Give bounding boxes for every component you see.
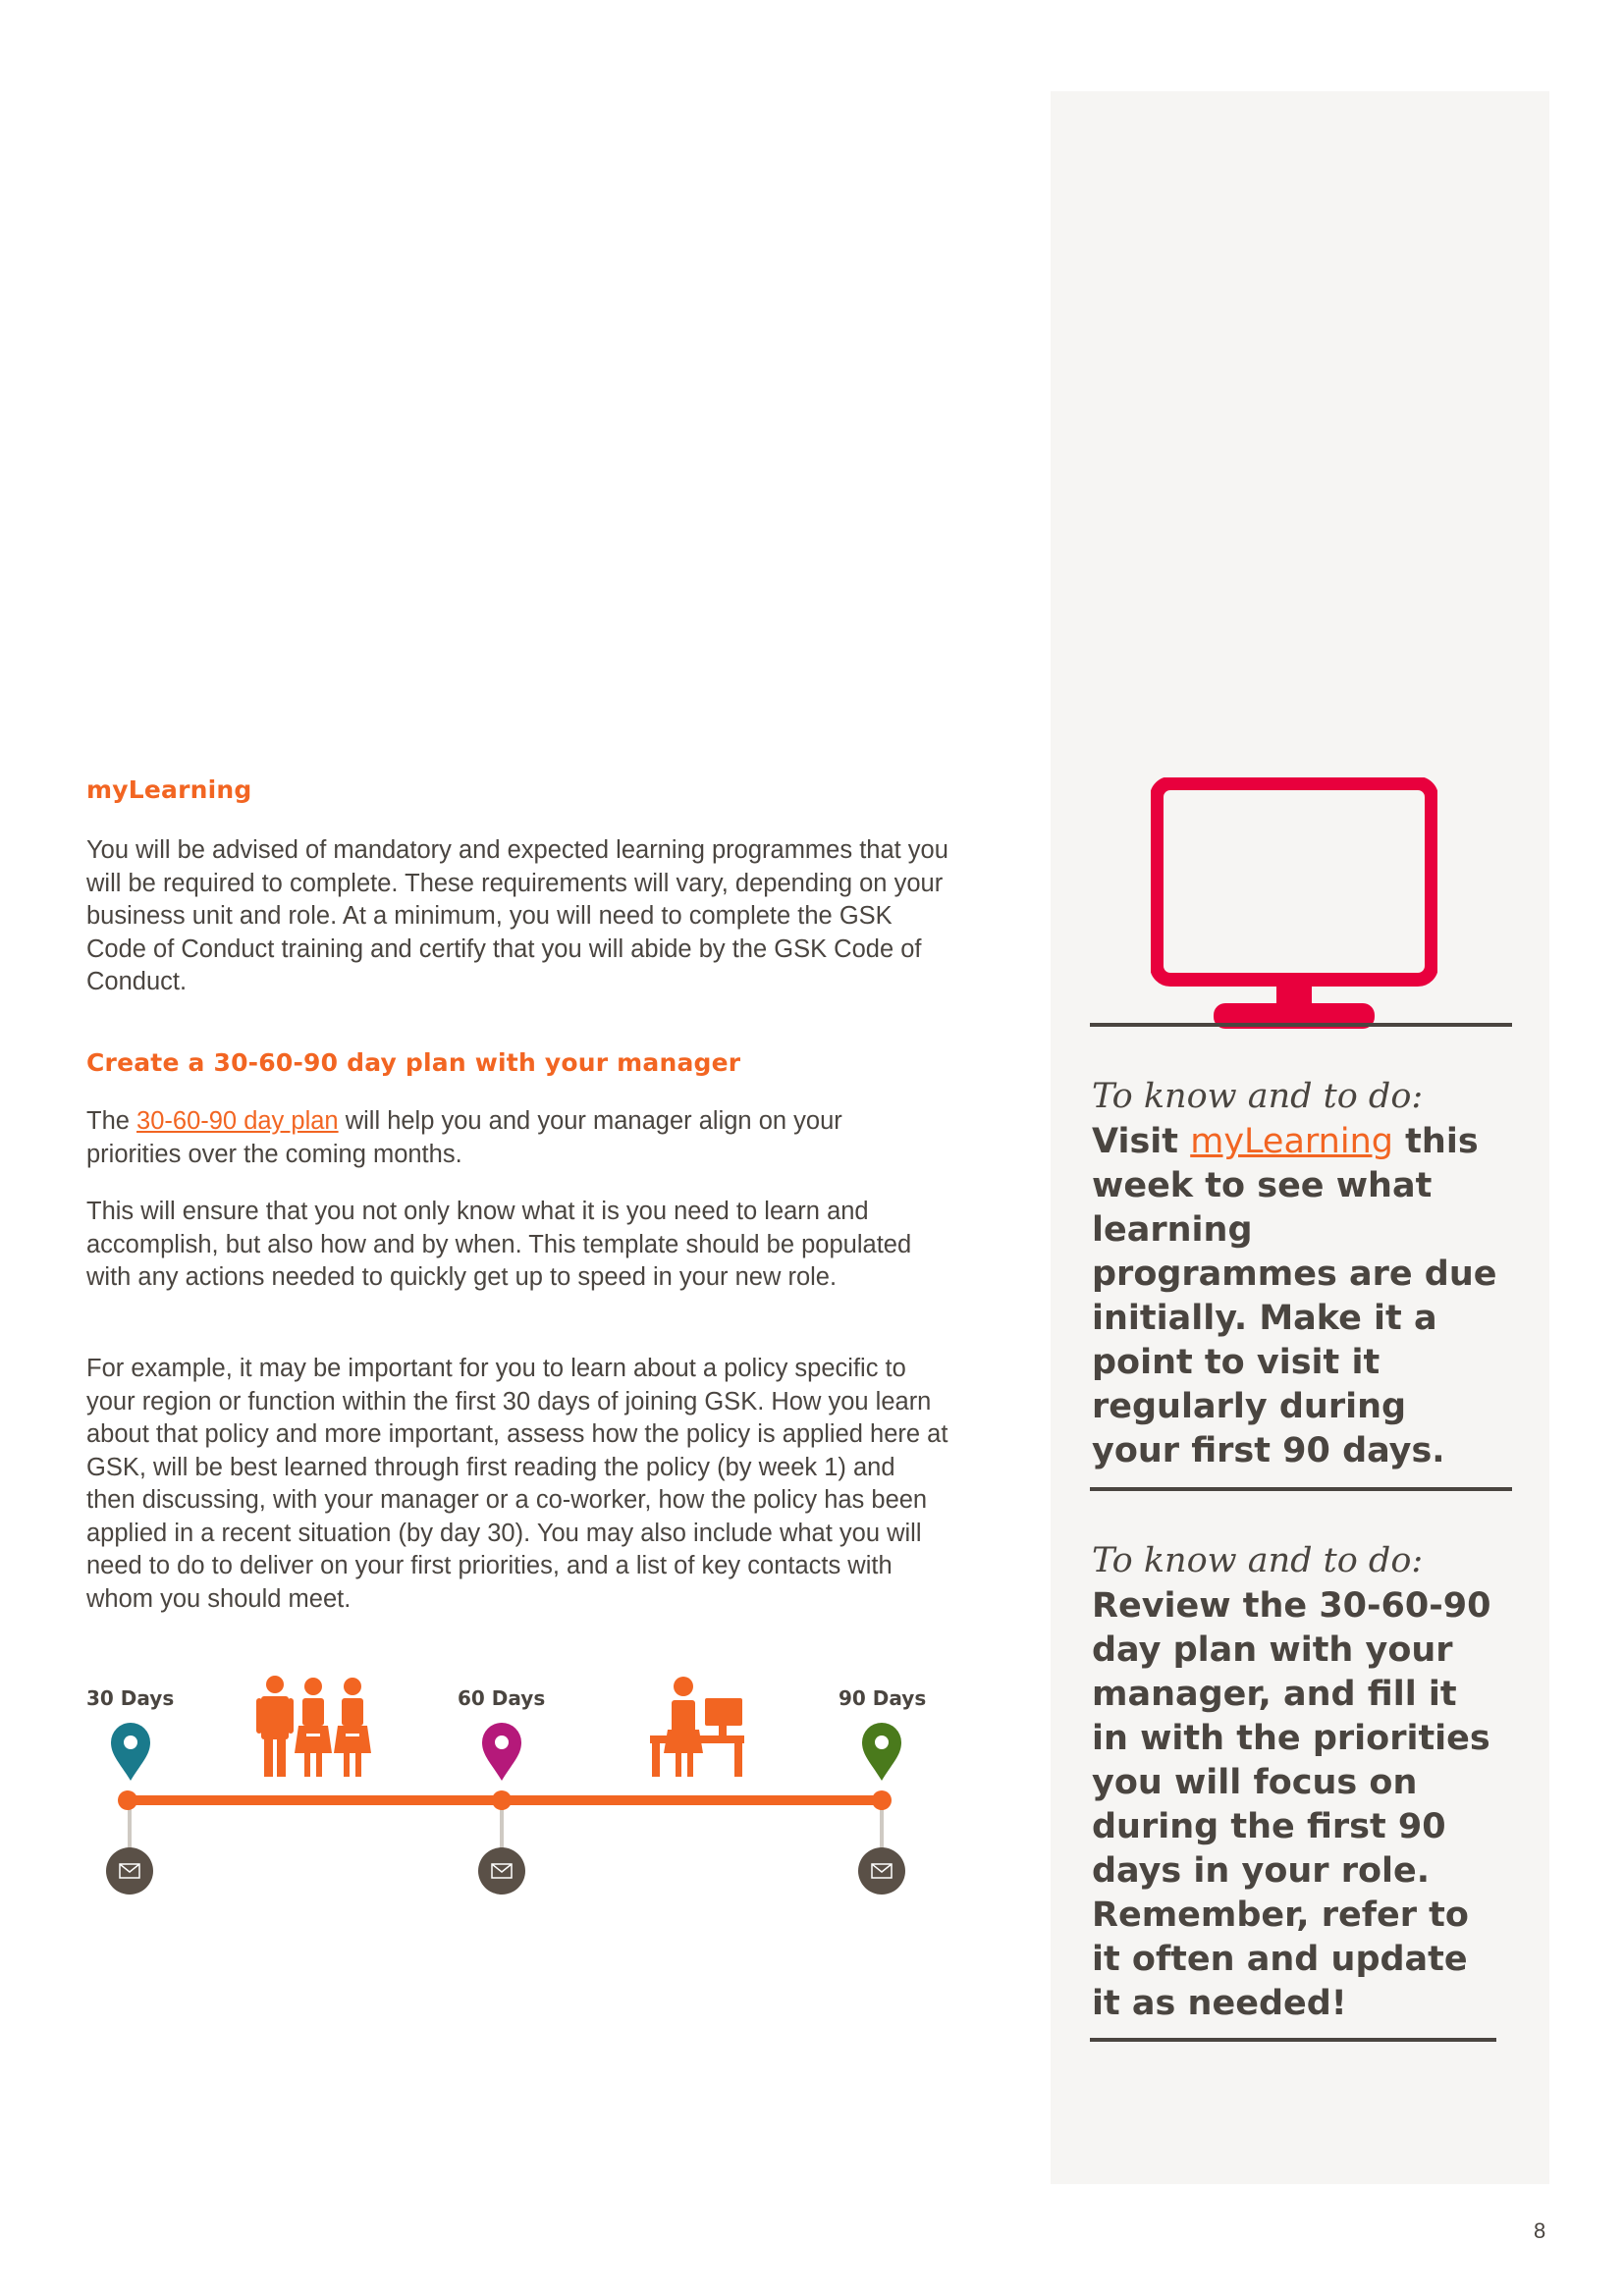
plan-paragraph-3: For example, it may be important for you to learn about a policy specific to your region or function within the first 30 days of joining GSK. How you learn about that policy and more important, assess how the policy is applied here at GSK, will be best learned through first reading the policy (by week 1) and then discussing, with your manager or a co-worker, how the policy has been applied in a recent situation (by day 30). You may also include what you will need to do to deliver on your first priorities, and a list of key contacts with whom you should meet. [86, 1355, 948, 1613]
divider [1090, 1487, 1512, 1491]
box1-body-tail: this week to see what learning programmes are due initially. Make it a point to visit it regularly during your first 90 days. [1092, 1122, 1497, 1470]
plan-paragraph-1 [86, 1105, 931, 1171]
mail-icon [106, 1847, 153, 1895]
milestone-label-30: 30 Days [86, 1686, 175, 1710]
mylearning-heading: myLearning [86, 775, 252, 804]
plan-link[interactable]: 30-60-90 day plan [136, 1107, 339, 1135]
plan-heading: Create a 30-60-90 day plan with your manager [86, 1048, 741, 1077]
divider [1090, 1023, 1512, 1027]
plan-paragraph-1-tail: will help you and your manager align on your priorities over the coming months. [86, 1107, 842, 1168]
mail-icon [858, 1847, 905, 1895]
timeline-dot [118, 1790, 137, 1810]
page-number: 8 [1534, 2218, 1546, 2243]
divider [1090, 2038, 1496, 2042]
map-pin-icon [108, 1720, 153, 1783]
map-pin-icon [859, 1720, 904, 1783]
mylearning-link[interactable]: myLearning [1190, 1122, 1393, 1161]
timeline-dot [492, 1790, 512, 1810]
box1-intro: To know and to do: [1092, 1077, 1424, 1116]
people-group-icon [255, 1675, 373, 1779]
person-at-desk-icon [650, 1675, 744, 1779]
plan-paragraph-1-lead: The [86, 1107, 137, 1135]
computer-monitor-icon [1151, 777, 1437, 1029]
milestone-label-90: 90 Days [839, 1686, 927, 1710]
box2-intro: To know and to do: [1092, 1541, 1424, 1580]
map-pin-icon [479, 1720, 524, 1783]
timeline-dot [872, 1790, 892, 1810]
milestone-label-60: 60 Days [458, 1686, 546, 1710]
mail-icon [478, 1847, 525, 1895]
box2-body: Review the 30-60-90 day plan with your manager, and fill it in with the priorities you will focus on during the first 90 days in your role. Remember, refer to it often and update it as needed! [1092, 1586, 1491, 2023]
box1-body-lead: Visit [1092, 1122, 1191, 1161]
mylearning-paragraph: You will be advised of mandatory and expected learning programmes that you will be required to complete. These requirements will vary, depending on your business unit and role. At a minimum, you will need to complete the GSK Code of Conduct training and certify that you will abide by the GSK Code of Conduct. [86, 836, 948, 995]
box1-body [1092, 1120, 1504, 1473]
plan-paragraph-2: This will ensure that you not only know what it is you need to learn and accomplish, but also how and by when. This template should be populated with any actions needed to quickly get up to speed in your new role. [86, 1198, 912, 1291]
